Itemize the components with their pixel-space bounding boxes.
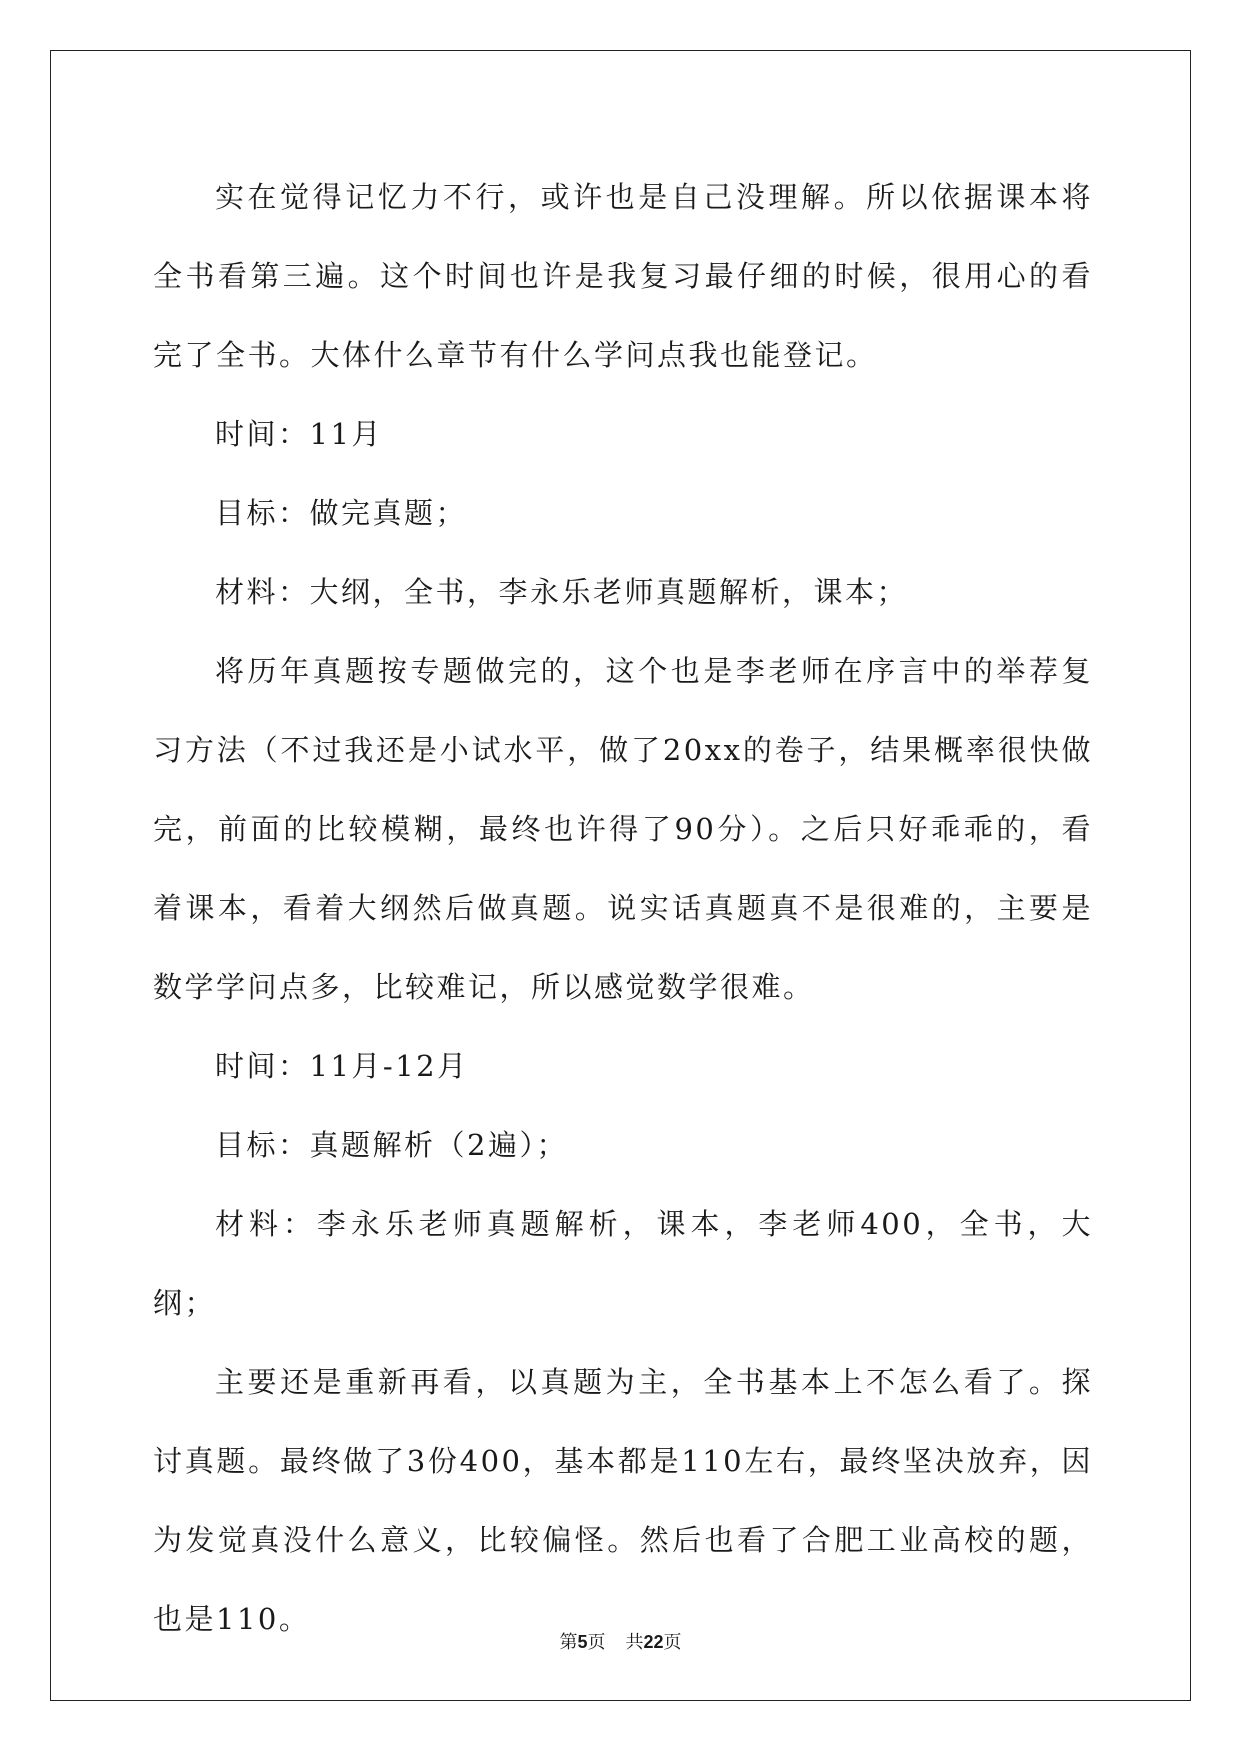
footer-total-prefix: 共 [625, 1632, 644, 1653]
footer-prefix: 第 [559, 1632, 578, 1653]
document-body [153, 158, 1093, 1659]
paragraph-exam-method: 将历年真题按专题做完的，这个也是李老师在序言中的举荐复习方法（不过我还是小试水平，做了20xx的卷子，结果概率很快做完，前面的比较模糊，最终也许得了90分）。之后只好乖乖的，看着课本，看着大纲然后做真题。说实话真题真不是很难的，主要是数学学问点多，比较难记，所以感觉数学很难。 [153, 654, 1093, 1004]
footer-total-suffix: 页 [663, 1632, 682, 1653]
paragraph-review-focus: 主要还是重新再看，以真题为主，全书基本上不怎么看了。探讨真题。最终做了3份400，基本都是110左右，最终坚决放弃，因为发觉真没什么意义，比较偏怪。然后也看了合肥工业高校的题，也是110。 [153, 1365, 1093, 1636]
paragraph-materials-2: 材料：李永乐老师真题解析，课本，李老师400，全书，大纲； [153, 1207, 1093, 1320]
footer-total-pages: 22 [643, 1632, 664, 1652]
footer-page-suffix: 页 [587, 1632, 606, 1653]
page-footer [0, 1628, 1241, 1654]
paragraph-goal-exam-analysis: 目标：真题解析（2遍）； [215, 1128, 568, 1162]
paragraph-time-nov-dec: 时间：11月-12月 [215, 1049, 469, 1083]
paragraph-materials-1: 材料：大纲，全书，李永乐老师真题解析，课本； [215, 575, 909, 609]
paragraph-review-third-pass: 实在觉得记忆力不行，或许也是自己没理解。所以依据课本将全书看第三遍。这个时间也许是我复习最仔细的时候，很用心的看完了全书。大体什么章节有什么学问点我也能登记。 [153, 180, 1093, 372]
paragraph-goal-finish-exams: 目标：做完真题； [215, 496, 468, 530]
paragraph-time-november: 时间：11月 [215, 417, 383, 451]
footer-page-number: 5 [577, 1632, 588, 1652]
